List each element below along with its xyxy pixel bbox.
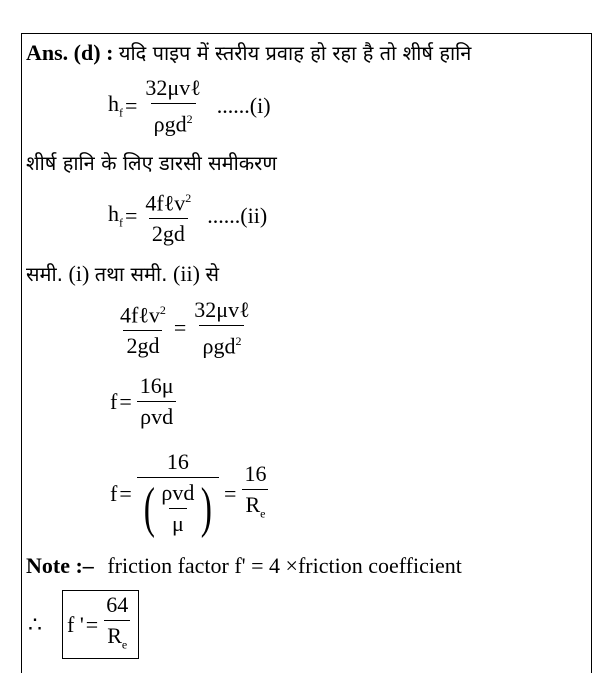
eq1-tag: ......(i) xyxy=(216,93,271,119)
right-paren: ) xyxy=(201,477,213,539)
final-denominator: $R_e$ xyxy=(104,620,130,656)
eq5-right-denominator: $R_e$ xyxy=(242,489,268,525)
final-lhs: f ' xyxy=(67,611,84,637)
eq2-lhs-sub: f xyxy=(119,215,123,230)
eq5-inner-numerator: ρvd xyxy=(161,479,195,505)
line3-b: (i) xyxy=(68,261,90,286)
equation-3: $\frac{4f\ell v^2}{2gd}$ = $\frac{\text{32μvℓ}}{\rho gd^2}$ xyxy=(114,298,256,358)
from-equations-line xyxy=(26,261,219,287)
eq4-numerator: 16μ xyxy=(139,373,174,398)
eq5-denominator xyxy=(137,477,219,538)
eq3-left-fraction xyxy=(117,298,169,358)
eq5-inner-fraction xyxy=(158,481,197,536)
eq5-fraction xyxy=(137,450,219,538)
result-box: f ' = $\frac{64}{R_e}$ xyxy=(62,590,139,659)
final-result xyxy=(28,590,139,659)
eq3-right-denominator: ρgd$^2$ xyxy=(199,325,244,358)
eq3-right-numerator: 32μvℓ xyxy=(194,297,250,322)
eq1-denominator: ρgd$^2$ xyxy=(151,103,196,136)
eq4-fraction xyxy=(137,374,177,429)
eq1-lhs: h xyxy=(108,91,119,117)
line3-a: समी. xyxy=(26,262,64,286)
eq5-right-numerator: 16 xyxy=(244,461,267,487)
answer-label: Ans. (d) : xyxy=(26,40,114,65)
eq2-tag: ......(ii) xyxy=(207,203,268,229)
eq1-fraction xyxy=(142,76,203,136)
eq3-left-denominator: 2gd xyxy=(123,330,162,358)
therefore-symbol: ∴ xyxy=(28,611,42,637)
eq3-right-fraction xyxy=(191,298,252,358)
line3-e: से xyxy=(205,262,219,286)
note-label: Note :– xyxy=(26,553,94,578)
eq5-numerator: 16 xyxy=(166,449,189,474)
equation-4: f = $\frac{16\mu}{\text{ρvd}}$ xyxy=(110,374,180,429)
eq5-right-fraction xyxy=(241,462,269,525)
eq3-left-numerator: 4fℓv$^2$ xyxy=(120,302,166,328)
left-paren: ( xyxy=(143,477,155,539)
eq2-numerator: 4fℓv$^2$ xyxy=(145,190,192,216)
line3-c: तथा समी. xyxy=(94,262,168,286)
answer-line xyxy=(26,40,471,66)
equation-5: f = 16 ( $\frac{\text{ρvd}}{\mu}$ ) = $\frac{16}{R_e}$ xyxy=(110,450,272,538)
eq2-fraction xyxy=(142,186,194,246)
eq1-lhs-sub: f xyxy=(119,105,123,120)
eq5-inner-denominator: μ xyxy=(169,508,187,536)
note-line xyxy=(26,553,462,579)
final-numerator: 64 xyxy=(106,592,129,617)
darcy-line: शीर्ष हानि के लिए डारसी समीकरण xyxy=(26,151,277,175)
eq2-denominator: 2gd xyxy=(149,218,188,246)
final-fraction xyxy=(103,593,131,656)
eq5-lhs: f xyxy=(110,481,118,506)
equation-2: $h_f$ = $\frac{4f\ell v^2}{2gd}$ ......(ii) xyxy=(108,186,267,246)
answer-text: यदि पाइप में स्तरीय प्रवाह हो रहा है तो शीर्ष हानि xyxy=(118,41,472,65)
eq4-denominator: ρvd xyxy=(137,401,176,429)
eq4-lhs: f xyxy=(110,388,118,414)
eq2-lhs: h xyxy=(108,201,119,227)
equation-1: $h_f$ = $\frac{\text{32μvℓ}}{\rho gd^2}$ ......(i) xyxy=(108,75,271,137)
line3-d: (ii) xyxy=(173,261,200,286)
note-text: friction factor f' = 4 ×friction coefficient xyxy=(107,553,462,578)
eq1-numerator: 32μvℓ xyxy=(145,75,201,100)
